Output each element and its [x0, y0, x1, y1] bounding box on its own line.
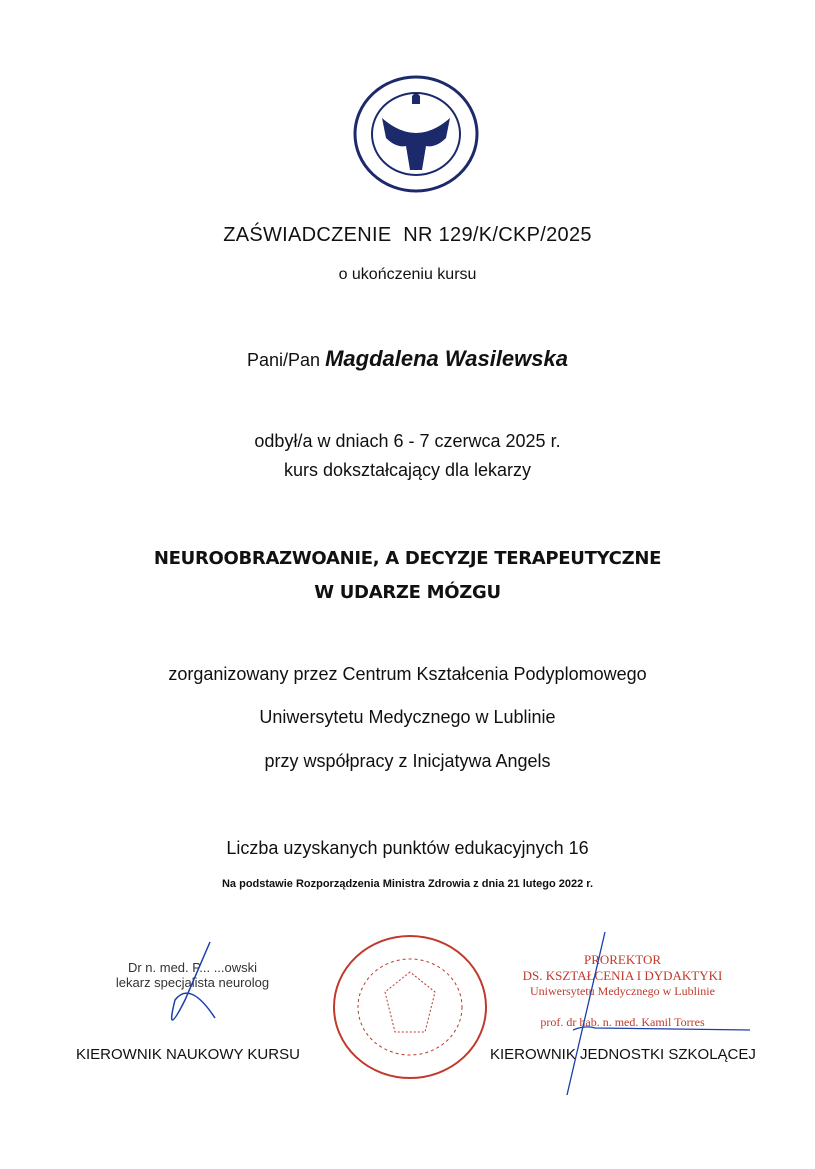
organizer-line-1: zorganizowany przez Centrum Kształcenia Podyplomowego [168, 664, 647, 684]
stamp-line: PROREKTOR [583, 952, 662, 967]
course-type: kurs dokształcający dla lekarzy [283, 460, 532, 480]
signature-left [160, 940, 220, 1040]
recipient [0, 346, 815, 372]
education-points: Liczba uzyskanych punktów edukacyjnych 16 [226, 838, 589, 858]
right-signature-label: KIEROWNIK JEDNOSTKI SZKOLĄCEJ [490, 1046, 756, 1063]
stamp-line: DS. KSZTAŁCENIA I DYDAKTYKI [522, 968, 723, 983]
university-logo [352, 74, 480, 194]
course-title-line-2: W UDARZE MÓZGU [314, 582, 501, 603]
recipient-prefix: Pani/Pan [246, 350, 321, 370]
stamp-line: Uniwersytetu Medycznego w Lublinie [530, 984, 715, 998]
certificate-title: ZAŚWIADCZENIE NR 129/K/CKP/2025 [223, 224, 592, 246]
official-red-stamp [330, 932, 490, 1082]
recipient-name: Magdalena Wasilewska [325, 346, 568, 371]
legal-basis: Na podstawie Rozporządzenia Ministra Zdrowia z dnia 21 lutego 2022 r. [221, 878, 594, 890]
organizer-line-3: przy współpracy z Inicjatywa Angels [264, 751, 551, 771]
organizer-line-2: Uniwersytetu Medycznego w Lublinie [259, 707, 556, 727]
stamp-line: Dr n. med. P... ...owski [127, 960, 258, 975]
course-title-line-1: NEUROOBRAZWOANIE, A DECYZJE TERAPEUTYCZNE [153, 548, 662, 569]
signature-right [555, 930, 755, 1100]
stamp-line: prof. dr hab. n. med. Kamil Torres [540, 1015, 705, 1029]
certificate-subtitle: o ukończeniu kursu [338, 266, 477, 283]
left-signature-label: KIEROWNIK NAUKOWY KURSU [76, 1046, 300, 1063]
stamp-line: lekarz specjalista neurolog [115, 975, 270, 990]
dates-line: odbył/a w dniach 6 - 7 czerwca 2025 r. [254, 431, 561, 451]
